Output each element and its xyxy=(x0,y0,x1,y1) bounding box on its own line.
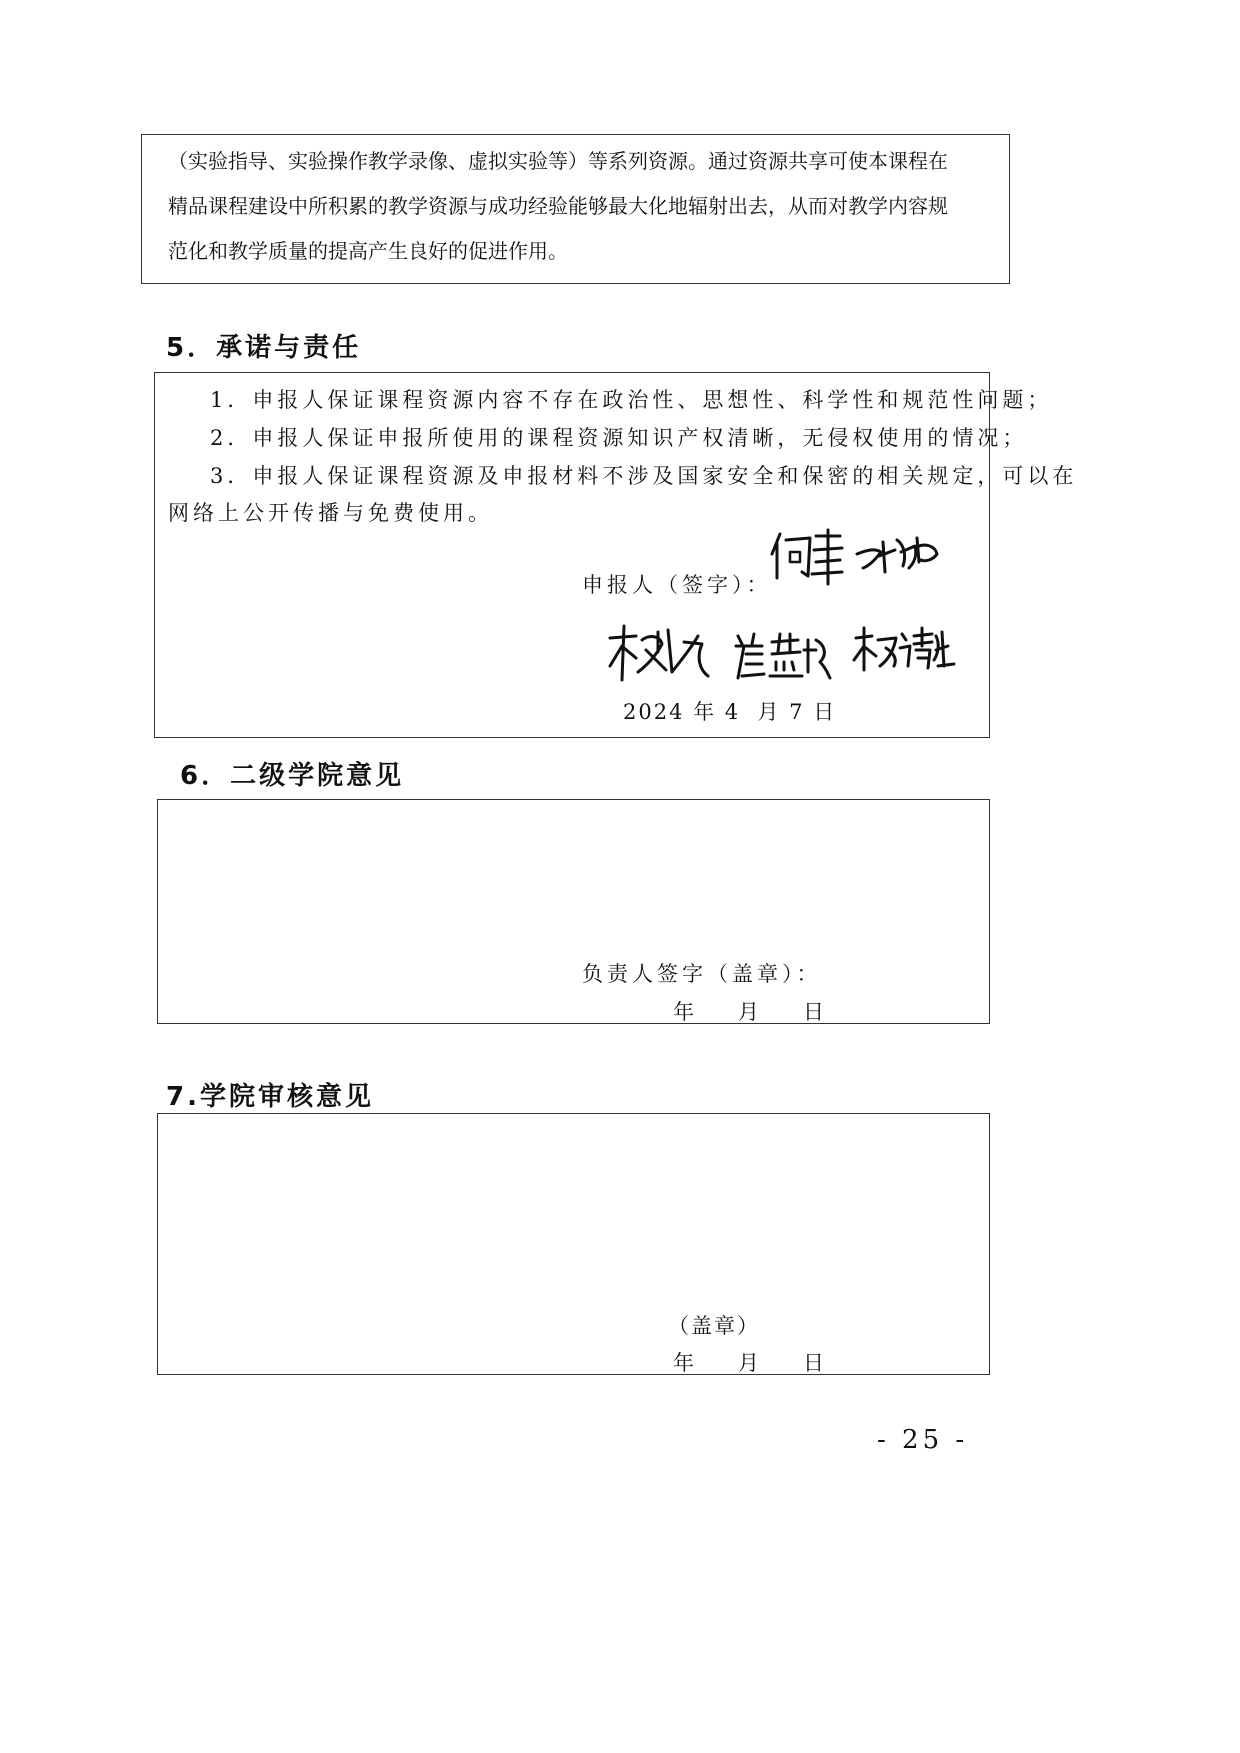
commitment-item-3-continued: 网络上公开传播与免费使用。 xyxy=(168,501,493,525)
review-seal-label: （盖章） xyxy=(668,1314,760,1338)
signature-2 xyxy=(855,532,940,577)
college-opinion-box xyxy=(157,799,990,1024)
commitment-item-1: 1．申报人保证课程资源内容不存在政治性、思想性、科学性和规范性问题； xyxy=(210,388,1053,412)
review-date-blank: 年 月 日 xyxy=(673,1351,831,1375)
signature-4 xyxy=(732,632,832,682)
college-signer-label: 负责人签字（盖章）： xyxy=(582,962,822,986)
previous-section-line-1: （实验指导、实验操作教学录像、虚拟实验等）等系列资源。通过资源共享可使本课程在 xyxy=(168,149,948,173)
previous-section-line-2: 精品课程建设中所积累的教学资源与成功经验能够最大化地辐射出去，从而对教学内容规 xyxy=(168,194,948,218)
section-7-heading: 7.学院审核意见 xyxy=(166,1082,374,1112)
signature-3 xyxy=(606,622,711,684)
signature-5 xyxy=(852,626,957,674)
commitment-item-2: 2．申报人保证申报所使用的课程资源知识产权清晰，无侵权使用的情况； xyxy=(210,426,1028,450)
section-5-heading: 5．承诺与责任 xyxy=(166,333,362,363)
section-6-heading: 6．二级学院意见 xyxy=(180,761,405,791)
applicant-signature-label: 申报人（签字）： xyxy=(582,573,772,597)
previous-section-line-3: 范化和教学质量的提高产生良好的促进作用。 xyxy=(168,239,568,263)
review-opinion-box xyxy=(157,1113,990,1375)
page-number: - 25 - xyxy=(877,1425,969,1455)
signature-1 xyxy=(768,528,843,588)
college-date-blank: 年 月 日 xyxy=(673,1000,831,1024)
commitment-date: 2024 年 4 月 7 日 xyxy=(623,700,837,724)
commitment-item-3: 3．申报人保证课程资源及申报材料不涉及国家安全和保密的相关规定，可以在 xyxy=(210,464,1078,488)
